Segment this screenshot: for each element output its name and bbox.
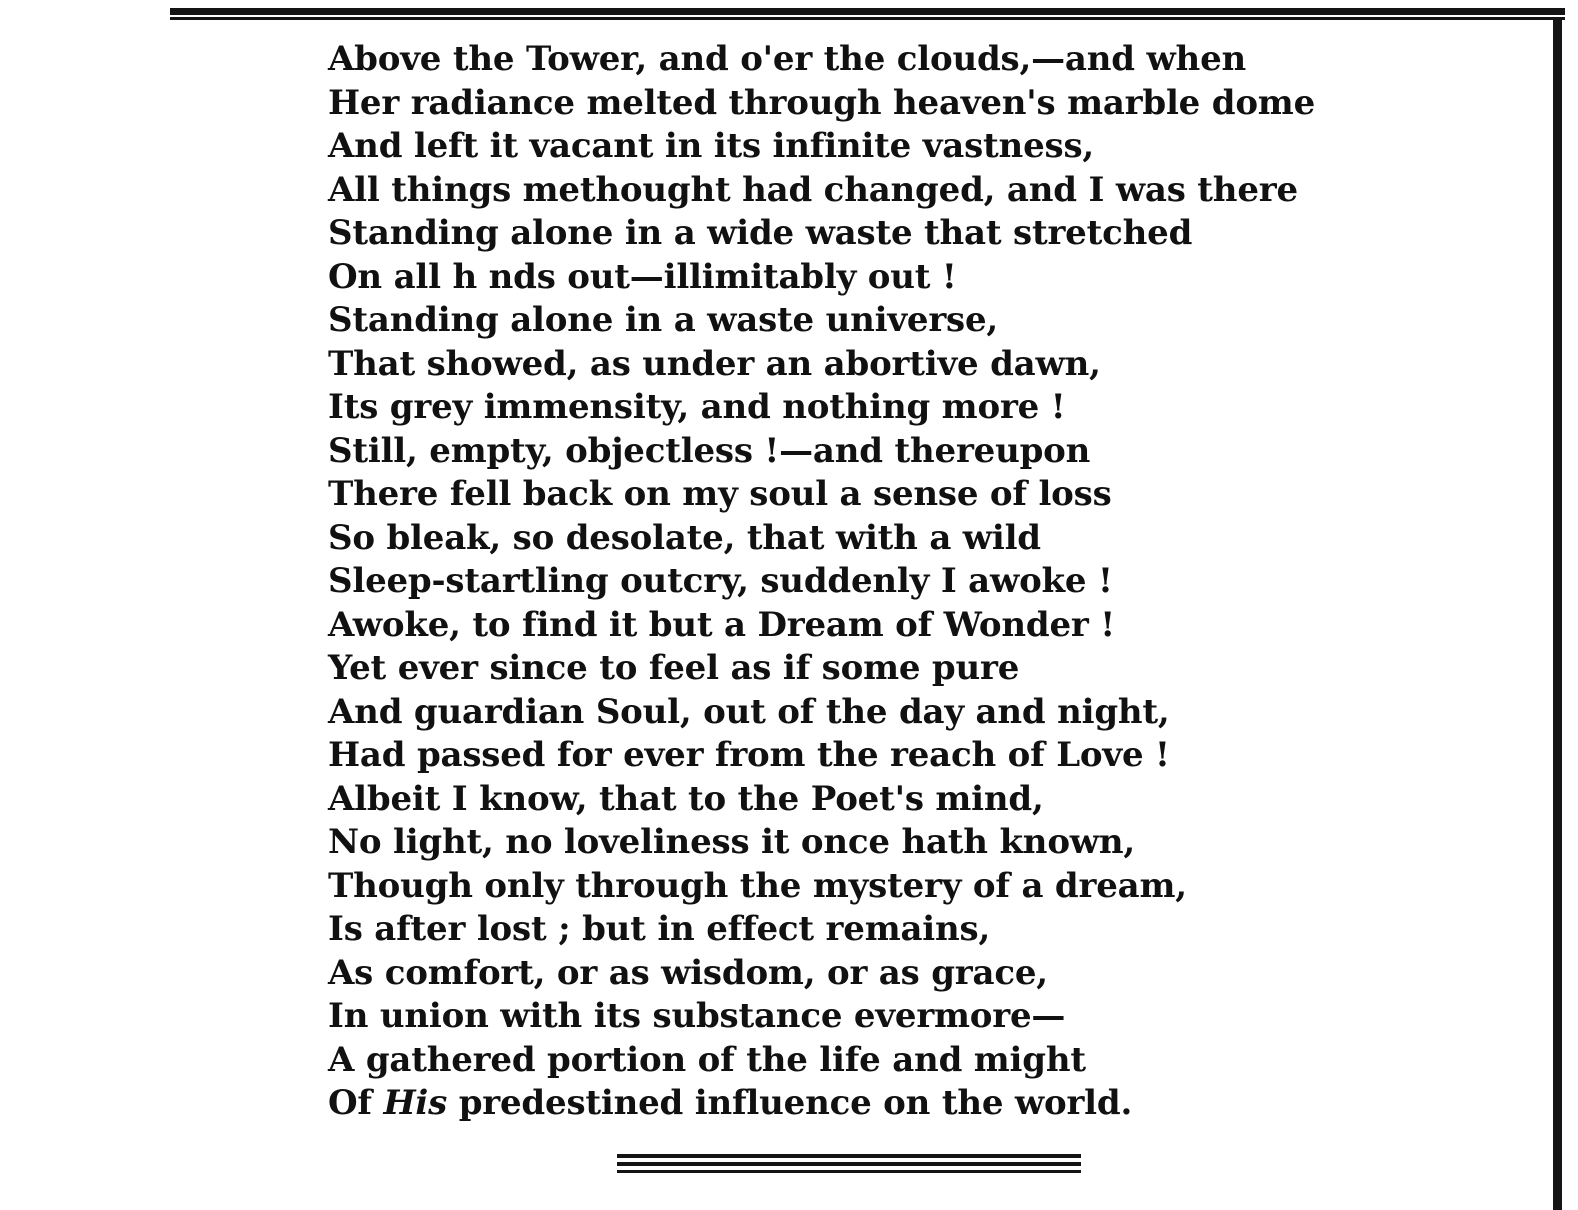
poem-line: Standing alone in a waste universe,: [328, 300, 999, 340]
poem-line: And guardian Soul, out of the day and night,: [328, 691, 1170, 732]
poem-line: On all h nds out—illimitably out !: [328, 256, 957, 297]
poem-line: All things methought had changed, and I was there: [328, 169, 1298, 210]
poem-line: Had passed for ever from the reach of Love !: [328, 735, 1170, 775]
poem-line: A gathered portion of the life and might: [328, 1039, 1086, 1080]
poem-line: So bleak, so desolate, that with a wild: [328, 517, 1041, 558]
bottom-rule: [617, 1162, 1081, 1166]
bottom-rule: [617, 1154, 1081, 1158]
top-rule: [170, 8, 1565, 15]
poem-line: Sleep-startling outcry, suddenly I awoke !: [328, 561, 1113, 601]
column-right-border: [1553, 20, 1562, 1210]
poem-line: Albeit I know, that to the Poet's mind,: [328, 778, 1044, 819]
poem-line: Still, empty, objectless !—and thereupon: [328, 430, 1091, 471]
poem-line: No light, no loveliness it once hath known,: [328, 822, 1136, 862]
poem-line: Above the Tower, and o'er the clouds,—and when: [328, 39, 1247, 79]
last-line-italic-word: His: [383, 1083, 448, 1123]
poem-line: As comfort, or as wisdom, or as grace,: [328, 952, 1048, 993]
poem-line: There fell back on my soul a sense of loss: [328, 474, 1112, 514]
top-rule-thin: [170, 17, 1565, 20]
last-line-prefix: Of: [328, 1083, 384, 1123]
poem: [328, 38, 1328, 1126]
poem-line: Standing alone in a wide waste that stretched: [328, 213, 1193, 253]
poem-line: And left it vacant in its infinite vastness,: [328, 126, 1095, 166]
poem-last-line: [328, 1082, 1328, 1126]
poem-line: That showed, as under an abortive dawn,: [328, 343, 1101, 384]
poem-line: Though only through the mystery of a dream,: [328, 865, 1187, 906]
poem-line: Yet ever since to feel as if some pure: [328, 648, 1020, 688]
poem-line: In union with its substance evermore—: [328, 996, 1066, 1036]
poem-line: Her radiance melted through heaven's marble dome: [328, 82, 1316, 123]
poem-line: Awoke, to find it but a Dream of Wonder !: [328, 604, 1115, 645]
poem-line: Is after lost ; but in effect remains,: [328, 909, 991, 949]
bottom-rule: [617, 1170, 1081, 1173]
last-line-suffix: predestined influence on the world.: [447, 1083, 1133, 1123]
poem-line: Its grey immensity, and nothing more !: [328, 387, 1066, 427]
